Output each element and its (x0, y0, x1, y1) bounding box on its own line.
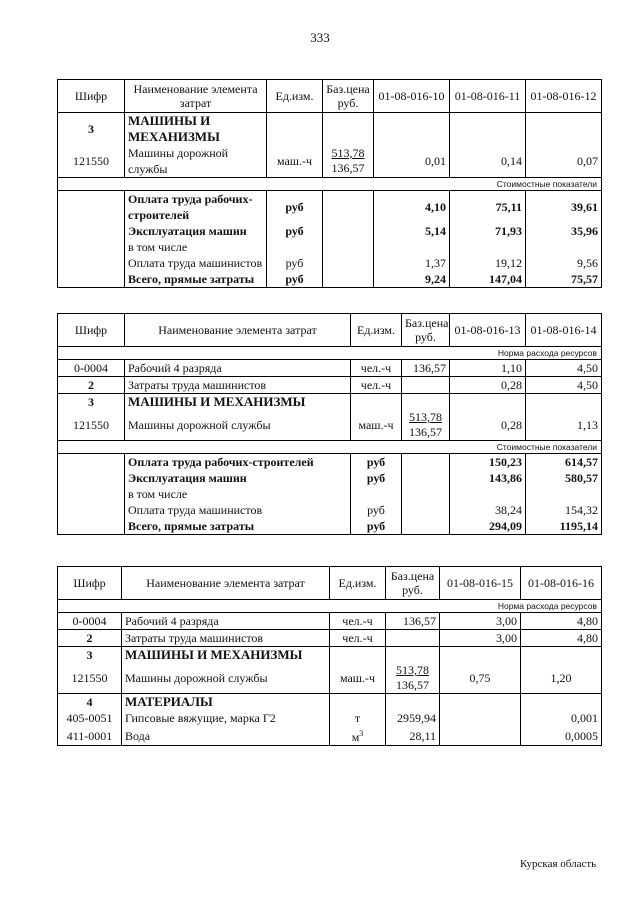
table-row (58, 613, 602, 630)
row-value-1: 150,23 (450, 454, 526, 471)
row-value-2: 614,57 (526, 454, 602, 471)
row-code: 121550 (58, 663, 122, 694)
row-value-2: 154,32 (526, 502, 602, 518)
price-bottom: 136,57 (396, 678, 429, 692)
row-value-3: 75,57 (526, 271, 602, 288)
row-code: 0-0004 (58, 613, 122, 630)
table-row (58, 223, 602, 239)
row-unit: чел.-ч (351, 377, 402, 394)
row-code: 2 (58, 377, 125, 394)
table-row (58, 255, 602, 271)
price-bottom: 136,57 (331, 161, 365, 175)
table-row (58, 486, 602, 502)
row-price: 136,57 (386, 613, 440, 630)
row-name: Всего, прямые затраты (125, 271, 267, 288)
table-row (58, 663, 602, 694)
header-name: Наименование элемента затрат (122, 567, 330, 600)
subheader-row (58, 441, 602, 454)
header-code: Шифр (58, 314, 125, 347)
row-value-2: 19,12 (450, 255, 526, 271)
subheader-text: Стоимостные показатели (58, 441, 602, 454)
row-value-1 (440, 710, 521, 726)
table-row (58, 454, 602, 471)
page-number: 333 (310, 30, 330, 45)
row-value-1: 9,24 (374, 271, 450, 288)
row-price (386, 663, 440, 694)
row-unit: руб (267, 223, 323, 239)
row-value-2: 4,80 (521, 630, 602, 647)
table-row (58, 470, 602, 486)
row-value-1: 0,75 (440, 663, 521, 694)
table-header (58, 80, 602, 113)
section-title: МАШИНЫ И МЕХАНИЗМЫ (125, 113, 267, 146)
row-price (402, 377, 450, 394)
row-code: 121550 (58, 145, 125, 178)
section-code: 3 (58, 394, 125, 411)
row-value-3: 35,96 (526, 223, 602, 239)
row-unit: руб (267, 255, 323, 271)
row-unit: маш.-ч (351, 410, 402, 441)
row-value-1: 3,00 (440, 630, 521, 647)
row-name: Затраты труда машинистов (122, 630, 330, 647)
row-name: Эксплуатация машин (125, 223, 267, 239)
row-unit: т (330, 710, 386, 726)
resource-table-3 (57, 566, 602, 746)
row-name: Эксплуатация машин (125, 470, 351, 486)
row-value-1: 0,28 (450, 410, 526, 441)
table-row (58, 710, 602, 726)
header-col-2: 01-08-016-16 (521, 567, 602, 600)
row-name: Всего, прямые затраты (125, 518, 351, 535)
row-price: 2959,94 (386, 710, 440, 726)
row-unit: чел.-ч (351, 360, 402, 377)
row-unit: руб (351, 518, 402, 535)
row-value-2: 71,93 (450, 223, 526, 239)
header-code: Шифр (58, 567, 122, 600)
section-row (58, 647, 602, 664)
row-price (402, 410, 450, 441)
row-value-2: 75,11 (450, 191, 526, 224)
row-value-1: 1,37 (374, 255, 450, 271)
row-value-1: 294,09 (450, 518, 526, 535)
price-bottom: 136,57 (409, 425, 442, 439)
row-value-2: 0,001 (521, 710, 602, 726)
row-unit: руб (351, 454, 402, 471)
row-name: Оплата труда рабочих-строителей (125, 191, 267, 224)
table-header (58, 314, 602, 347)
table-row (58, 630, 602, 647)
header-col-1: 01-08-016-15 (440, 567, 521, 600)
header-price: Баз.цена руб. (323, 80, 374, 113)
section-code: 3 (58, 113, 125, 146)
section-title: МАШИНЫ И МЕХАНИЗМЫ (125, 394, 351, 411)
header-price: Баз.цена руб. (402, 314, 450, 347)
header-price: Баз.цена руб. (386, 567, 440, 600)
row-value-1: 5,14 (374, 223, 450, 239)
row-value-1 (440, 726, 521, 746)
subheader-text: Стоимостные показатели (58, 178, 602, 191)
row-price (386, 630, 440, 647)
row-name: Машины дорожной службы (122, 663, 330, 694)
footer-region: Курская область (520, 858, 597, 870)
section-code: 4 (58, 694, 122, 711)
row-price (323, 145, 374, 178)
table-row-total (58, 518, 602, 535)
row-price: 136,57 (402, 360, 450, 377)
header-unit: Ед.изм. (267, 80, 323, 113)
row-value-2: 0,0005 (521, 726, 602, 746)
row-unit: маш.-ч (330, 663, 386, 694)
row-code: 405-0051 (58, 710, 122, 726)
row-value-1: 3,00 (440, 613, 521, 630)
header-unit: Ед.изм. (330, 567, 386, 600)
header-col-3: 01-08-016-12 (526, 80, 602, 113)
row-name: Вода (122, 726, 330, 746)
row-value-2: 0,14 (450, 145, 526, 178)
section-code: 3 (58, 647, 122, 664)
subheader-row (58, 178, 602, 191)
row-value-3: 0,07 (526, 145, 602, 178)
table-row (58, 377, 602, 394)
table-row (58, 410, 602, 441)
row-value-1: 1,10 (450, 360, 526, 377)
header-col-2: 01-08-016-11 (450, 80, 526, 113)
row-name: Рабочий 4 разряда (122, 613, 330, 630)
row-value-2: 4,50 (526, 360, 602, 377)
row-unit: руб (351, 502, 402, 518)
header-col-2: 01-08-016-14 (526, 314, 602, 347)
header-col-1: 01-08-016-13 (450, 314, 526, 347)
row-unit: чел.-ч (330, 613, 386, 630)
row-note: в том числе (125, 239, 267, 255)
row-name: Оплата труда машинистов (125, 255, 267, 271)
price-top: 513,78 (396, 663, 429, 677)
row-name: Гипсовые вяжущие, марка Г2 (122, 710, 330, 726)
row-price: 28,11 (386, 726, 440, 746)
row-value-1: 4,10 (374, 191, 450, 224)
resource-table-2 (57, 313, 602, 535)
row-name: Затраты труда машинистов (125, 377, 351, 394)
price-top: 513,78 (331, 146, 365, 160)
table-header (58, 567, 602, 600)
row-code: 2 (58, 630, 122, 647)
row-code: 411-0001 (58, 726, 122, 746)
table-row (58, 502, 602, 518)
row-unit: чел.-ч (330, 630, 386, 647)
row-name: Оплата труда машинистов (125, 502, 351, 518)
row-value-2: 1,20 (521, 663, 602, 694)
subheader-text: Норма расхода ресурсов (58, 347, 602, 360)
row-value-2: 4,50 (526, 377, 602, 394)
row-value-1: 0,28 (450, 377, 526, 394)
unit-superscript: 3 (359, 729, 364, 738)
row-code: 121550 (58, 410, 125, 441)
row-value-1: 0,01 (374, 145, 450, 178)
header-name: Наименование элемента затрат (125, 314, 351, 347)
row-value-2: 147,04 (450, 271, 526, 288)
table-row (58, 239, 602, 255)
row-value-2: 1,13 (526, 410, 602, 441)
table-row (58, 145, 602, 178)
row-value-2: 1195,14 (526, 518, 602, 535)
table-row-total (58, 271, 602, 288)
subheader-text: Норма расхода ресурсов (58, 600, 602, 613)
row-value-1: 38,24 (450, 502, 526, 518)
section-row (58, 694, 602, 711)
subheader-row (58, 347, 602, 360)
row-value-1: 143,86 (450, 470, 526, 486)
table-row (58, 726, 602, 746)
resource-table-1 (57, 79, 602, 288)
row-name: Оплата труда рабочих-строителей (125, 454, 351, 471)
row-value-2: 580,57 (526, 470, 602, 486)
row-unit: маш.-ч (267, 145, 323, 178)
table-row (58, 191, 602, 224)
row-unit: руб (267, 191, 323, 224)
header-code: Шифр (58, 80, 125, 113)
row-unit (330, 726, 386, 746)
header-name: Наименование элемента затрат (125, 80, 267, 113)
row-value-3: 9,56 (526, 255, 602, 271)
row-code: 0-0004 (58, 360, 125, 377)
row-note: в том числе (125, 486, 351, 502)
header-col-1: 01-08-016-10 (374, 80, 450, 113)
row-unit: руб (351, 470, 402, 486)
row-name: Рабочий 4 разряда (125, 360, 351, 377)
section-row (58, 394, 602, 411)
row-unit: руб (267, 271, 323, 288)
section-title: МАТЕРИАЛЫ (122, 694, 330, 711)
section-row (58, 113, 602, 146)
row-value-2: 4,80 (521, 613, 602, 630)
row-value-3: 39,61 (526, 191, 602, 224)
header-unit: Ед.изм. (351, 314, 402, 347)
row-name: Машины дорожной службы (125, 410, 351, 441)
unit-text: м (351, 730, 360, 744)
subheader-row (58, 600, 602, 613)
section-title: МАШИНЫ И МЕХАНИЗМЫ (122, 647, 330, 664)
row-name: Машины дорожной службы (125, 145, 267, 178)
price-top: 513,78 (409, 410, 442, 424)
table-row (58, 360, 602, 377)
